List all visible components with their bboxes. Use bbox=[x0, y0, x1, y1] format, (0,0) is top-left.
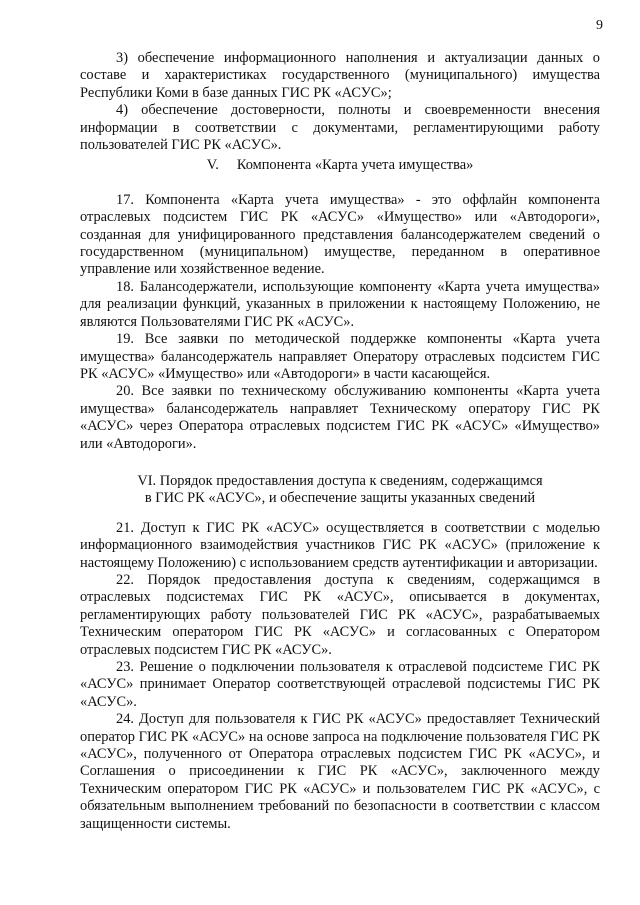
section-vi-heading-line-1: VI. Порядок предоставления доступа к сведениям, содержащимся bbox=[137, 472, 543, 489]
paragraph-19: 19. Все заявки по методической поддержке компоненты «Карта учета имущества» балансодержатель направляет Оператору отраслевых подсистем ГИС РК «АСУС» «Имущество» или «Автодороги» в части касающейся. bbox=[80, 331, 600, 382]
paragraph-23: 23. Решение о подключении пользователя к отраслевой подсистеме ГИС РК «АСУС» принимает Оператор соответствующей отраслевой подсистемы ГИС РК «АСУС». bbox=[80, 659, 600, 710]
page-number: 9 bbox=[596, 18, 603, 33]
paragraph-item-4: 4) обеспечение достоверности, полноты и своевременности внесения информации в соответствии с документами, регламентирующими работу пользователей ГИС РК «АСУС». bbox=[80, 102, 600, 154]
paragraph-18: 18. Балансодержатели, использующие компоненту «Карта учета имущества» для реализации функций, указанных в приложении к настоящему Положению, не являются Пользователями ГИС РК «АСУС». bbox=[80, 278, 600, 330]
paragraph-17: 17. Компонента «Карта учета имущества» - это оффлайн компонента отраслевых подсистем ГИС РК «АСУС» «Имущество» или «Автодороги», созданная для унифицированного представления балансодержателем сведений о государственном (муниципальном) имуществе, переданном в оперативное управление или хозяйственное ведение. bbox=[80, 191, 600, 278]
paragraph-24: 24. Доступ для пользователя к ГИС РК «АСУС» предоставляет Технический оператор ГИС РК «АСУС» на основе запроса на подключение пользователя ГИС РК «АСУС», полученного от Оператора отраслевых подсистем ГИС РК «АСУС», и Соглашения о присоединении к ГИС РК «АСУС», заключенного между Техническим оператором ГИС РК «АСУС» и пользователем ГИС РК «АСУС», с обязательным выполнением требований по безопасности в соответствии с классом защищенности системы. bbox=[80, 711, 600, 832]
paragraph-item-3: 3) обеспечение информационного наполнения и актуализации данных о составе и характеристиках государственного (муниципального) имущества Республики Коми в базе данных ГИС РК «АСУС»; bbox=[80, 50, 600, 101]
paragraph-22: 22. Порядок предоставления доступа к сведениям, содержащимся в отраслевых подсистемах ГИС РК «АСУС», описывается в документах, регламентирующих работу пользователей ГИС РК «АСУС», разрабатываемых Техническим оператором ГИС РК «АСУС» и согласованных с Оператором отраслевых подсистем ГИС РК «АСУС». bbox=[80, 571, 600, 658]
paragraph-21: 21. Доступ к ГИС РК «АСУС» осуществляется в соответствии с моделью информационного взаимодействия участников ГИС РК «АСУС» (приложение к настоящему Положению) с использованием средств аутентификации и авторизации. bbox=[80, 519, 600, 571]
section-vi-heading-line-2: в ГИС РК «АСУС», и обеспечение защиты указанных сведений bbox=[144, 490, 536, 507]
document-body bbox=[80, 50, 600, 833]
section-vi-heading bbox=[80, 473, 600, 508]
section-v-heading: V. Компонента «Карта учета имущества» bbox=[206, 157, 474, 174]
paragraph-20: 20. Все заявки по техническому обслуживанию компоненты «Карта учета имущества» балансодержатель направляет Техническому оператору ГИС РК «АСУС» через Оператора отраслевых подсистем ГИС РК «АСУС» «Имущество» или «Автодороги». bbox=[80, 383, 600, 452]
